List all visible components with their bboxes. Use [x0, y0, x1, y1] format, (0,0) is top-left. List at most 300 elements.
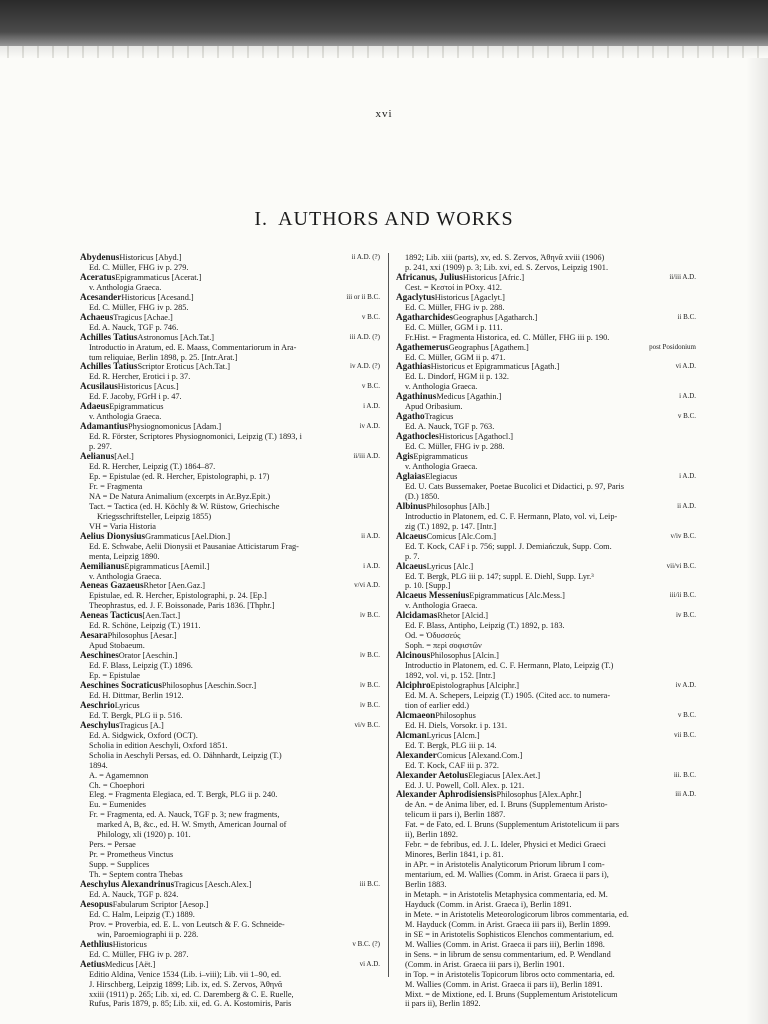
entry-heading [396, 293, 505, 303]
author-description: Historicus [112, 939, 147, 949]
entry-heading [396, 651, 499, 661]
edition-line: M. Wallies (Comm. in Arist. Graeca ii pars iii), Berlin 1898. [405, 939, 605, 949]
author-entry [396, 313, 696, 343]
entry-heading [396, 532, 496, 542]
author-date: i A.D. [363, 402, 380, 411]
entry-heading [80, 452, 134, 462]
edition-line: telicum ii pars i), Berlin 1887. [405, 810, 506, 820]
entry-heading-row [80, 701, 380, 711]
author-description: [Ael.] [114, 452, 134, 462]
author-entry [396, 711, 696, 731]
edition-line: Ed. F. Blass, Leipzig (T.) 1896. [89, 661, 193, 671]
edition-line: mentarium, ed. M. Wallies (Comm. in Arist. Graeca ii pars i), [405, 870, 609, 880]
entry-heading-row [80, 362, 380, 372]
author-date: iv B.C. [359, 611, 380, 620]
edition-line: Ed. T. Kock, CAF i p. 756; suppl. J. Demiańczuk, Supp. Com. [405, 541, 612, 551]
entry-heading [80, 532, 230, 542]
edition-line: Fr. = Fragmenta, ed. A. Nauck, TGF p. 3; new fragments, [89, 810, 280, 820]
author-description: Geographus [Agathem.] [448, 342, 529, 352]
author-description: Elegiacus [Alex.Aet.] [468, 770, 541, 780]
entry-heading [396, 472, 457, 482]
edition-line: v. Anthologia Graeca. [89, 571, 162, 581]
edition-line: NA = De Natura Animalium (excerpts in Ar.Byz.Epit.) [89, 491, 271, 501]
author-name: Aeschrio [80, 699, 115, 710]
entry-heading-row [396, 771, 696, 781]
author-name: Aesopus [80, 898, 113, 909]
edition-line: A. = Agamemnon [89, 770, 149, 780]
author-entry [80, 681, 380, 701]
author-description: Historicus [Agathocl.] [438, 432, 514, 442]
entry-heading [396, 452, 468, 462]
edition-line: Ed. A. Sidgwick, Oxford (OCT). [89, 730, 198, 740]
author-name: Achaeus [80, 311, 114, 322]
author-date: v B.C. (?) [352, 939, 380, 948]
entry-heading [80, 681, 256, 691]
author-date: iii/ii B.C. [669, 591, 696, 600]
entry-heading-row [80, 651, 380, 661]
edition-line: p. 241, xxi (1909) p. 3; Lib. xvi, ed. S. Zervos, Leipzig 1901. [405, 262, 609, 272]
entry-heading-row [80, 681, 380, 691]
edition-line: Mixt. = de Mixtione, ed. I. Bruns (Supplementum Aristotelicum [405, 989, 618, 999]
edition-line: Ed. R. Hercher, Leipzig (T.) 1864–87. [89, 462, 216, 472]
author-date: ii A.D. [361, 531, 380, 540]
edition-line: Prov. = Proverbia, ed. E. L. von Leutsch & F. G. Schneide- [89, 919, 285, 929]
edition-line: Eleg. = Fragmenta Elegiaca, ed. T. Bergk, PLG ii p. 240. [89, 790, 278, 800]
edition-line: p. 7. [405, 551, 420, 561]
edition-line: Cest. = Κεστοί in POxy. 412. [405, 282, 502, 292]
author-name: Acusilaus [80, 381, 118, 392]
author-description: Philosophus [Aesar.] [107, 631, 177, 641]
edition-line: Pr. = Prometheus Vinctus [89, 850, 174, 860]
binding-shadow [746, 58, 768, 1024]
author-date: vii B.C. [674, 730, 696, 739]
entry-heading [80, 880, 252, 890]
entry-heading [396, 502, 489, 512]
edition-line: 1892, vol. vi, p. 152. [Intr.] [405, 671, 496, 681]
author-name: Aceratus [80, 271, 116, 282]
author-entry [80, 313, 380, 333]
entry-heading-row [396, 472, 696, 482]
author-name: Agis [396, 451, 414, 462]
entry-heading [396, 362, 559, 372]
entry-heading-row [80, 293, 380, 303]
entry-heading [396, 313, 537, 323]
author-name: Aeschines [80, 650, 119, 661]
entry-heading [396, 591, 565, 601]
author-description: Medicus [Agathin.] [436, 392, 502, 402]
edition-line: Ed. C. Müller, FHG iv p. 285. [89, 302, 189, 312]
author-name: Africanus, Julius [396, 271, 463, 282]
author-entry [80, 900, 380, 940]
author-entry [396, 452, 696, 472]
author-date: iv B.C. [359, 680, 380, 689]
edition-line: tum reliquiae, Berlin 1898, p. 25. [Intr.Arat.] [89, 352, 238, 362]
edition-line: p. 297. [89, 442, 112, 452]
edition-line: 1894. [89, 760, 108, 770]
author-entry [396, 651, 696, 681]
author-description: Tragicus [Aesch.Alex.] [174, 880, 252, 890]
author-name: Aeschylus Alexandrinus [80, 879, 175, 890]
edition-line: win, Paroemiographi ii p. 228. [97, 929, 199, 939]
entry-heading-row [80, 631, 380, 641]
author-description: Philosophus [Alcin.] [430, 651, 499, 661]
author-description: Medicus [Aët.] [105, 959, 156, 969]
author-name: Agatharchides [396, 311, 453, 322]
entry-heading [80, 382, 179, 392]
column-divider [388, 253, 389, 977]
entry-heading-row [396, 731, 696, 741]
author-entry [396, 392, 696, 412]
edition-line: Scholia in Aeschyli Persas, ed. O. Dähnhardt, Leipzig (T.) [89, 750, 282, 760]
entry-heading-row [80, 333, 380, 343]
entry-heading-row [80, 532, 380, 542]
section-number: I. [254, 208, 269, 230]
entry-heading-row [396, 432, 696, 442]
author-date: iv A.D. [359, 422, 380, 431]
edition-line: in Mete. = in Aristotelis Meteorologicorum libros commentaria, ed. [405, 909, 629, 919]
entry-heading-row [396, 392, 696, 402]
author-date [692, 751, 696, 761]
edition-line: Introductio in Aratum, ed. E. Maass, Commentariorum in Ara- [89, 342, 297, 352]
author-description: Philosophus [Alex.Aphr.] [496, 790, 582, 800]
entry-heading-row [396, 532, 696, 542]
entry-heading-row [396, 790, 696, 800]
author-name: Agathinus [396, 391, 437, 402]
edition-line: Ep. = Epistulae (ed. R. Hercher, Epistolographi, p. 17) [89, 471, 270, 481]
edition-line: v. Anthologia Graeca. [89, 282, 162, 292]
edition-line: Ed. H. Dittmar, Berlin 1912. [89, 690, 184, 700]
edition-line: Ed. C. Halm, Leipzig (T.) 1889. [89, 909, 195, 919]
author-name: Aeneas Gazaeus [80, 580, 144, 591]
torn-edge [0, 46, 768, 58]
author-entry [80, 880, 380, 900]
author-date: vi A.D. [675, 362, 696, 371]
author-date [376, 631, 380, 641]
edition-line: in Top. = in Aristotelis Topicorum libros octo commentaria, ed. [405, 969, 615, 979]
entry-heading-row [396, 651, 696, 661]
edition-line: Ed. F. Jacoby, FGrH i p. 47. [89, 392, 182, 402]
edition-line: Apud Oribasium. [405, 402, 463, 412]
entry-heading-row [396, 681, 696, 691]
author-date: iii. B.C. [673, 770, 696, 779]
entry-heading [396, 432, 513, 442]
author-description: Historicus [Abyd.] [119, 253, 182, 262]
edition-line: Ep. = Epistulae [89, 671, 140, 681]
author-name: Aesara [80, 630, 108, 641]
edition-line: Editio Aldina, Venice 1534 (Lib. i–viii); Lib. vii 1–90, ed. [89, 969, 282, 979]
edition-line: Ed. C. Müller, GGM i p. 111. [405, 322, 503, 332]
edition-line: Ed. A. Nauck, TGF p. 746. [89, 322, 179, 332]
entry-heading-row [396, 362, 696, 372]
author-entry [396, 362, 696, 392]
entry-heading [80, 701, 140, 711]
entry-heading-row [80, 960, 380, 970]
edition-line: Supp. = Supplices [89, 860, 150, 870]
edition-line: Th. = Septem contra Thebas [89, 870, 183, 880]
author-name: Acesander [80, 291, 122, 302]
author-date [692, 651, 696, 661]
author-description: Elegiacus [425, 471, 458, 481]
author-date [376, 273, 380, 283]
edition-line: Rufus, Paris 1879, p. 85; Lib. xii, ed. G. A. Kostomiris, Paris [89, 999, 292, 1009]
edition-line: J. Hirschberg, Leipzig 1899; Lib. ix, ed. S. Zervos, Ἀθηνᾶ [89, 979, 283, 989]
edition-line: Ed. C. Müller, GGM ii p. 471. [405, 352, 506, 362]
entry-heading-row [396, 313, 696, 323]
entry-heading-row [396, 452, 696, 462]
author-description: Rhetor [Aen.Gaz.] [143, 581, 206, 591]
edition-line: Ed. A. Nauck, TGF p. 824. [89, 890, 179, 899]
edition-line: Od. = Ὀδυσσεύς [405, 631, 461, 641]
author-entry [80, 452, 380, 532]
author-entry [396, 343, 696, 363]
author-date: v B.C. [361, 382, 380, 391]
author-date [692, 452, 696, 462]
edition-line: Ed. U. Cats Bussemaker, Poetae Bucolici et Didactici, p. 97, Paris [405, 481, 625, 491]
author-date: iii A.D. (?) [349, 332, 380, 341]
author-entry [396, 532, 696, 562]
entry-heading [80, 940, 147, 950]
author-entry [80, 611, 380, 631]
entry-heading-row [80, 940, 380, 950]
author-date: post Posidonium [649, 342, 696, 351]
author-entry [80, 293, 380, 313]
section-title: AUTHORS AND WORKS [278, 208, 514, 230]
edition-line: marked A, B, &c., ed. H. W. Smyth, American Journal of [97, 820, 287, 830]
author-date: v B.C. [677, 412, 696, 421]
author-entry [396, 562, 696, 592]
author-entry [80, 631, 380, 651]
edition-line: tion of earlier edd.) [405, 700, 470, 710]
edition-line: Fr. = Fragmenta [89, 481, 143, 491]
author-entry [80, 701, 380, 721]
edition-line: Ed. T. Bergk, PLG iii p. 14. [405, 740, 497, 750]
author-date: iv B.C. [359, 651, 380, 660]
author-name: Alcmaeon [396, 709, 436, 720]
author-name: Aglaias [396, 470, 426, 481]
author-name: Albinus [396, 500, 427, 511]
entry-heading-row [80, 900, 380, 910]
edition-line: Berlin 1883. [405, 880, 447, 890]
author-name: Alcaeus [396, 560, 427, 571]
author-description: Epigrammaticus [Alc.Mess.] [469, 591, 565, 601]
edition-line: de An. = de Anima liber, ed. I. Bruns (Supplementum Aristo- [405, 800, 608, 810]
edition-line: Kriegsschriftsteller, Leipzig 1855) [97, 511, 212, 521]
author-date: vii/vi B.C. [666, 561, 696, 570]
edition-line: zig (T.) 1892, p. 147. [Intr.] [405, 521, 497, 531]
edition-line: Fr.Hist. = Fragmenta Historica, ed. C. Müller, FHG iii p. 190. [405, 332, 610, 342]
author-description: Scriptor Eroticus [Ach.Tat.] [137, 362, 230, 372]
edition-line: Ed. R. Förster, Scriptores Physiognomonici, Leipzig (T.) 1893, i [89, 432, 302, 442]
author-description: Lyricus [Alcm.] [426, 730, 480, 740]
author-date: ii/iii A.D. [669, 272, 696, 281]
author-entry [80, 253, 380, 273]
entry-heading-row [80, 562, 380, 572]
edition-line: Tact. = Tactica (ed. H. Köchly & W. Rüstow, Griechische [89, 501, 280, 511]
edition-line: ii), Berlin 1892. [405, 830, 459, 840]
author-description: Historicus [Agaclyt.] [434, 292, 505, 302]
edition-line: v. Anthologia Graeca. [405, 382, 478, 392]
scanned-page-edge [0, 0, 768, 58]
entry-heading-row [396, 591, 696, 601]
edition-line: M. Hayduck (Comm. in Arist. Graeca iii pars ii), Berlin 1899. [405, 919, 611, 929]
author-entry [80, 960, 380, 1010]
entry-heading [396, 392, 501, 402]
entry-heading [396, 731, 480, 741]
edition-line: Ed. C. Müller, FHG iv p. 288. [405, 302, 505, 312]
entry-heading-row [396, 293, 696, 303]
entry-heading [396, 412, 453, 422]
author-description: Lyricus [114, 700, 140, 710]
author-date: v B.C. [677, 710, 696, 719]
author-name: Agathocles [396, 431, 439, 442]
edition-line: Scholia in edition Aeschyli, Oxford 1851. [89, 740, 228, 750]
author-entry [80, 721, 380, 880]
edition-line: Ed. R. Schöne, Leipzig (T.) 1911. [89, 621, 201, 631]
entry-heading-row [80, 402, 380, 412]
author-date: ii/iii A.D. [353, 452, 380, 461]
author-name: Aethlius [80, 938, 113, 949]
entry-heading [396, 790, 582, 800]
entry-heading-row [80, 382, 380, 392]
edition-line: Soph. = περὶ σοφιστῶν [405, 641, 482, 651]
entry-heading-row [80, 422, 380, 432]
author-date: vi/v B.C. [354, 720, 380, 729]
entry-heading-row [80, 452, 380, 462]
edition-line: Ed. M. A. Schepers, Leipzig (T.) 1905. (Cited acc. to numera- [405, 690, 611, 700]
entry-heading [80, 611, 180, 621]
entry-heading [396, 273, 524, 283]
author-entry [80, 273, 380, 293]
author-date: vi A.D. [359, 959, 380, 968]
author-entry [80, 581, 380, 611]
author-description: Orator [Aeschin.] [118, 651, 178, 661]
entry-heading-row [396, 751, 696, 761]
author-name: Alcman [396, 729, 427, 740]
author-name: Alcaeus [396, 530, 427, 541]
edition-line: Ed. C. Müller, FHG iv p. 279. [89, 262, 189, 272]
author-entry [396, 771, 696, 791]
edition-line: Minores, Berlin 1841, i p. 81. [405, 850, 504, 860]
author-description: Geographus [Agatharch.] [453, 312, 538, 322]
entry-heading [396, 751, 522, 761]
author-name: Alexander [396, 749, 437, 760]
edition-line: in SE = in Aristotelis Sophisticos Elenchos commentarium, ed. [405, 929, 614, 939]
author-description: Grammaticus [Ael.Dion.] [145, 531, 231, 541]
author-description: Epigrammaticus [109, 402, 164, 412]
entry-heading [80, 422, 221, 432]
entry-heading [80, 562, 209, 572]
edition-line: (D.) 1850. [405, 491, 440, 501]
author-name: Adamantius [80, 421, 128, 432]
author-description: Historicus et Epigrammaticus [Agath.] [430, 362, 560, 372]
author-description: Comicus [Alc.Com.] [426, 531, 496, 541]
edition-line: Ed. T. Bergk, PLG iii p. 147; suppl. E. Diehl, Supp. Lyr.³ [405, 571, 594, 581]
author-date: iv B.C. [359, 700, 380, 709]
author-description: Epigrammaticus [413, 452, 468, 462]
author-entry [80, 382, 380, 402]
edition-line: Ed. H. Diels, Vorsokr. i p. 131. [405, 720, 508, 730]
author-entry [396, 611, 696, 651]
entry-heading [80, 960, 155, 970]
entry-heading [80, 631, 177, 641]
author-description: Philosophus [Alb.] [426, 501, 490, 511]
page-number: xvi [375, 108, 393, 120]
author-name: Aeneas Tacticus [80, 610, 143, 621]
edition-line: Introductio in Platonem, ed. C. F. Hermann, Plato, vol. vi, Leip- [405, 511, 618, 521]
author-description: Rhetor [Alcid.] [437, 611, 489, 621]
author-entry [80, 940, 380, 960]
author-description: Epigrammaticus [Acerat.] [115, 272, 202, 282]
author-date: iii A.D. [675, 790, 696, 799]
edition-line: ii pars ii), Berlin 1892. [405, 999, 481, 1009]
author-date: i A.D. [679, 471, 696, 480]
author-name: Agatho [396, 411, 425, 422]
author-description: Epistolographus [Alciphr.] [430, 680, 520, 690]
author-entry [396, 412, 696, 432]
author-description: Philosophus [435, 710, 476, 720]
author-name: Agathias [396, 361, 431, 372]
author-description: Physiognomonicus [Adam.] [128, 422, 222, 432]
edition-line: Ed. J. U. Powell, Coll. Alex. p. 121. [405, 780, 525, 790]
entry-heading-row [80, 313, 380, 323]
edition-line: in Metaph. = in Aristotelis Metaphysica commentaria, ed. M. [405, 890, 608, 899]
section-heading [0, 208, 768, 231]
entry-heading-row [80, 273, 380, 283]
author-date: v B.C. [361, 312, 380, 321]
author-date: i A.D. [679, 392, 696, 401]
entry-heading [80, 362, 230, 372]
edition-line: 1892; Lib. xiii (parts), xv, ed. S. Zervos, Ἀθηνᾶ xviii (1906) [405, 253, 605, 262]
author-name: Alexander Aetolus [396, 769, 469, 780]
author-name: Aetius [80, 958, 106, 969]
edition-line: Ed. R. Hercher, Erotici i p. 37. [89, 372, 191, 382]
edition-line: in Sens. = in librum de sensu commentarium, ed. P. Wendland [405, 949, 611, 959]
entry-heading [80, 253, 182, 263]
author-name: Agaclytus [396, 291, 435, 302]
author-entry [80, 651, 380, 681]
author-name: Alexander Aphrodisiensis [396, 789, 497, 800]
entry-heading-row [80, 253, 380, 263]
author-date: iii or ii B.C. [346, 292, 380, 301]
edition-line: v. Anthologia Graeca. [405, 462, 478, 472]
author-name: Alcidamas [396, 610, 438, 621]
edition-line: in APr. = in Aristotelis Analyticorum Priorum librum I com- [405, 860, 605, 870]
author-entry [396, 293, 696, 313]
entry-heading [80, 402, 164, 412]
entry-heading-row [396, 412, 696, 422]
author-date: i A.D. [363, 561, 380, 570]
edition-line: Ch. = Choephori [89, 780, 145, 790]
author-description: Comicus [Alexand.Com.] [436, 750, 523, 760]
entry-heading [80, 721, 164, 731]
author-name: Achilles Tatius [80, 361, 138, 372]
edition-line: Fat. = de Fato, ed. I. Bruns (Supplementum Aristotelicum ii pars [405, 820, 619, 830]
author-date: ii B.C. [677, 312, 696, 321]
entry-heading [396, 711, 476, 721]
author-date: ii A.D. (?) [351, 253, 380, 261]
author-name: Aeschylus [80, 719, 120, 730]
edition-line: Ed. C. Müller, FHG iv p. 287. [89, 949, 189, 959]
edition-line: Eu. = Eumenides [89, 800, 146, 810]
entry-heading [80, 313, 173, 323]
edition-line: Ed. T. Kock, CAF iii p. 372. [405, 760, 499, 770]
edition-line: Ed. E. Schwabe, Aelii Dionysii et Pausaniae Atticistarum Frag- [89, 541, 299, 551]
author-date: iii B.C. [359, 880, 380, 889]
edition-line: xxiii (1911) p. 265; Lib. xi, ed. C. Daremberg & C. E. Ruelle, [89, 989, 294, 999]
entry-heading [80, 273, 201, 283]
author-name: Aeschines Socraticus [80, 679, 162, 690]
edition-line: Apud Stobaeum. [89, 641, 145, 651]
